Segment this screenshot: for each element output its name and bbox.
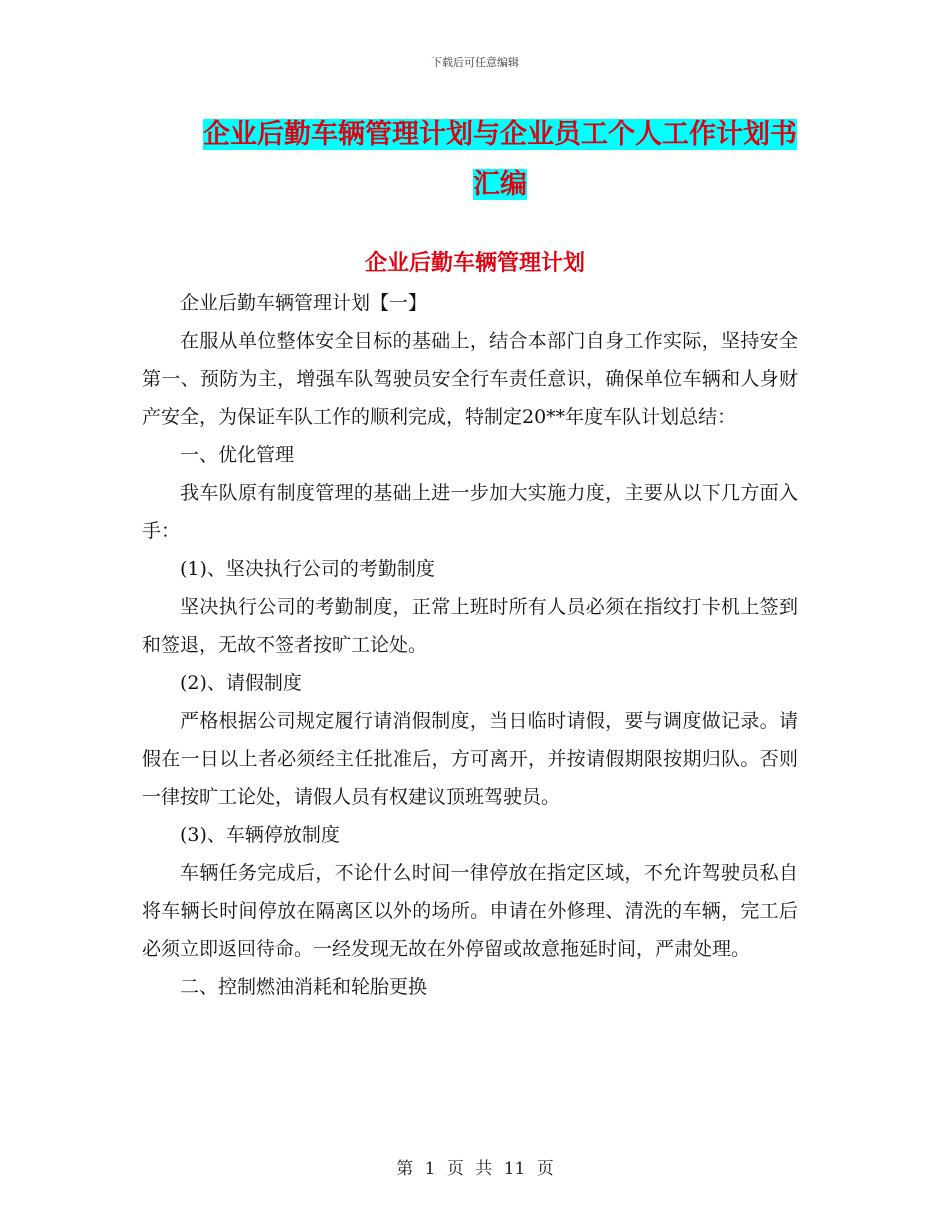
paragraph: 在服从单位整体安全目标的基础上，结合本部门自身工作实际，坚持安全第一、预防为主，增强车队驾驶员安全行车责任意识，确保单位车辆和人身财产安全，为保证车队工作的顺利完成，特制定20**年度车队计划总结： [142, 330, 798, 428]
paragraph: 坚决执行公司的考勤制度，正常上班时所有人员必须在指纹打卡机上签到和签退，无故不签者按旷工论处。 [142, 596, 798, 656]
paragraph: 严格根据公司规定履行请消假制度，当日临时请假，要与调度做记录。请假在一日以上者必须经主任批准后，方可离开，并按请假期限按期归队。否则一律按旷工论处，请假人员有权建议顶班驾驶员。 [142, 710, 798, 808]
paragraph: (3)、车辆停放制度 [180, 824, 340, 846]
page-footer: 第 1 页 共 11 页 [396, 1159, 554, 1179]
paragraph: 车辆任务完成后，不论什么时间一律停放在指定区域，不允许驾驶员私自将车辆长时间停放在隔离区以外的场所。申请在外修理、清洗的车辆，完工后必须立即返回待命。一经发现无故在外停留或故意拖延时间，严肃处理。 [142, 862, 798, 960]
paragraph: 二、控制燃油消耗和轮胎更换 [180, 976, 428, 998]
document-title-text: 企业后勤车辆管理计划与企业员工个人工作计划书汇编 [203, 119, 797, 200]
header-note: 下载后可任意编辑 [431, 56, 519, 69]
paragraph: 企业后勤车辆管理计划【一】 [180, 292, 428, 314]
document-body [142, 284, 798, 1006]
paragraph: (1)、坚决执行公司的考勤制度 [180, 558, 435, 580]
paragraph: 一、优化管理 [180, 444, 295, 466]
paragraph: (2)、请假制度 [180, 672, 302, 694]
section-title: 企业后勤车辆管理计划 [364, 250, 585, 276]
paragraph: 我车队原有制度管理的基础上进一步加大实施力度，主要从以下几方面入手： [142, 482, 798, 542]
document-title [190, 110, 810, 210]
